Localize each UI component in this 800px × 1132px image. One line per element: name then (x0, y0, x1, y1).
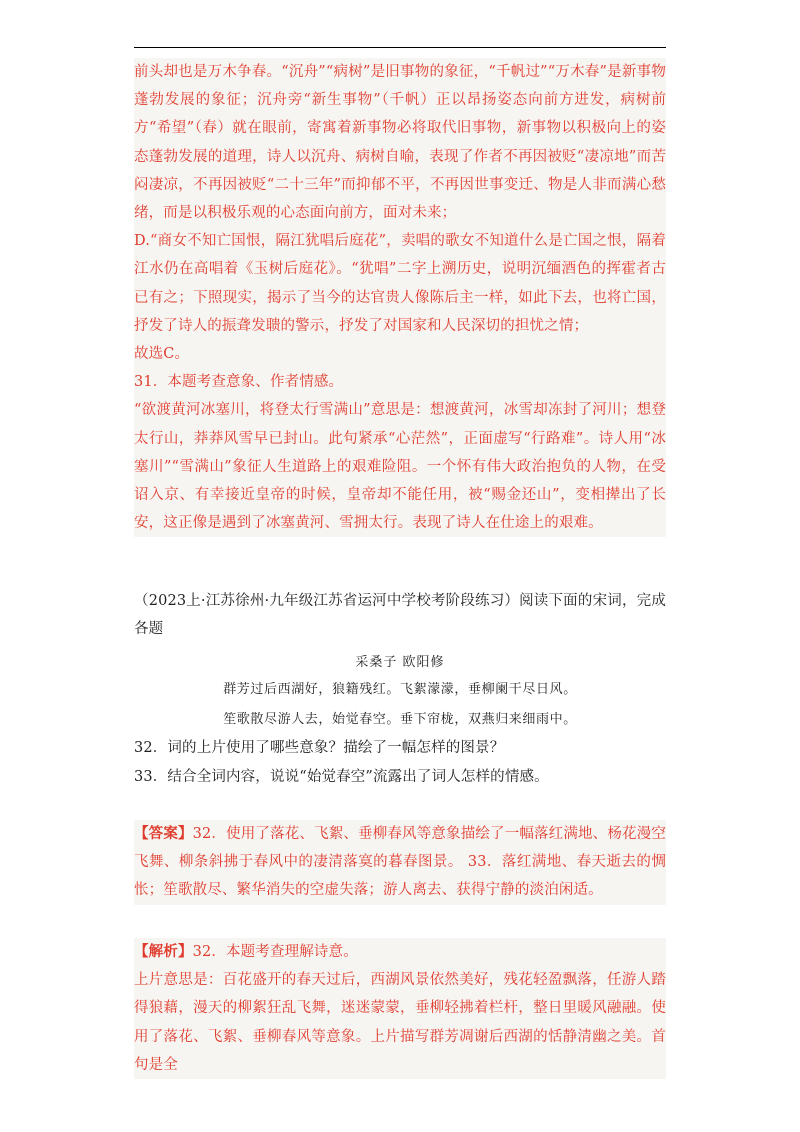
answer-paragraph (134, 820, 666, 905)
explanation-paragraph-c: 前头却也是万木争春。“沉舟”“病树”是旧事物的象征，“千帆过”“万木春”是新事物蓬勃发展的象征；沉舟旁“新生事物”（千帆）正以昂扬姿态向前方进发，病树前方“希望”（春）就在眼前，寄寓着新事物必将取代旧事物，新事物以积极向上的姿态蓬勃发展的道理，诗人以沉舟、病树自喻，表现了作者不再因被贬“凄凉地”而苦闷凄凉，不再因被贬“二十三年”而抑郁不平，不再因世事变迁、物是人非而满心愁绪，而是以积极乐观的心态面向前方，面对未来； (134, 64, 666, 222)
question-32: 32．词的上片使用了哪些意象？描绘了一幅怎样的图景？ (134, 740, 505, 757)
question-section (134, 587, 666, 791)
explanation-conclusion: 故选C。 (134, 346, 190, 363)
question-intro: （2023上·江苏徐州·九年级江苏省运河中学校考阶段练习）阅读下面的宋词，完成各题 (134, 593, 666, 638)
poem-title: 采桑子 欧阳修 (355, 655, 445, 671)
answer-text: 32．使用了落花、飞絮、垂柳春风等意象描绘了一幅落红满地、杨花漫空飞舞、柳条斜拂于春风中的凄清落寞的暮春图景。 33．落红满地、春天逝去的惆怅；笙歌散尽、繁华消失的空虚失落；游人离去、获得宁静的淡泊闲适。 (134, 826, 666, 899)
explanation-31-heading: 31．本题考查意象、作者情感。 (134, 374, 344, 391)
analysis-section (134, 938, 666, 1079)
answer-tag: 【答案】 (134, 825, 193, 842)
header-rule (134, 47, 666, 48)
analysis-heading (134, 938, 666, 966)
poem-line-1: 群芳过后西湖好，狼籍残红。飞絮濛濛，垂柳阑干尽日风。 (223, 682, 577, 698)
analysis-first: 32．本题考查理解诗意。 (192, 944, 358, 960)
explanation-paragraph-d: D.“商女不知亡国恨，隔江犹唱后庭花”，卖唱的歌女不知道什么是亡国之恨，隔着江水仍在高唱着《玉树后庭花》。“犹唱”二字上溯历史，说明沉缅酒色的挥霍者古已有之；下照现实，揭示了当今的达官贵人像陈后主一样，如此下去，也将亡国，抒发了诗人的振聋发聩的警示，抒发了对国家和人民深切的担忧之情； (134, 233, 666, 334)
analysis-tag: 【解析】 (134, 943, 193, 960)
explanation-31-body: “欲渡黄河冰塞川，将登太行雪满山”意思是：想渡黄河，冰雪却冻封了河川；想登太行山，莽莽风雪早已封山。此句紧承“心茫然”，正面虚写“行路难”。诗人用“冰塞川”“雪满山”象征人生道路上的艰难险阻。一个怀有伟大政治抱负的人物，在受诏入京、有幸接近皇帝的时候，皇帝却不能任用，被“赐金还山”，变相撵出了长安，这正像是遇到了冰塞黄河、雪拥太行。表现了诗人在仕途上的艰难。 (134, 402, 666, 532)
poem-line-2: 笙歌散尽游人去，始觉春空。垂下帘栊，双燕归来细雨中。 (223, 712, 577, 728)
answer-section (134, 820, 666, 905)
analysis-body: 上片意思是：百花盛开的春天过后，西湖风景依然美好，残花轻盈飘落，任游人踏得狼藉，漫天的柳絮狂乱飞舞，迷迷蒙蒙，垂柳轻拂着栏杆，整日里暖风融融。使用了落花、飞絮、垂柳春风等意象。上片描写群芳凋谢后西湖的恬静清幽之美。首句是全 (134, 972, 666, 1073)
explanation-continued (134, 58, 666, 537)
question-33: 33．结合全词内容，说说“始觉春空”流露出了词人怎样的情感。 (134, 768, 549, 785)
